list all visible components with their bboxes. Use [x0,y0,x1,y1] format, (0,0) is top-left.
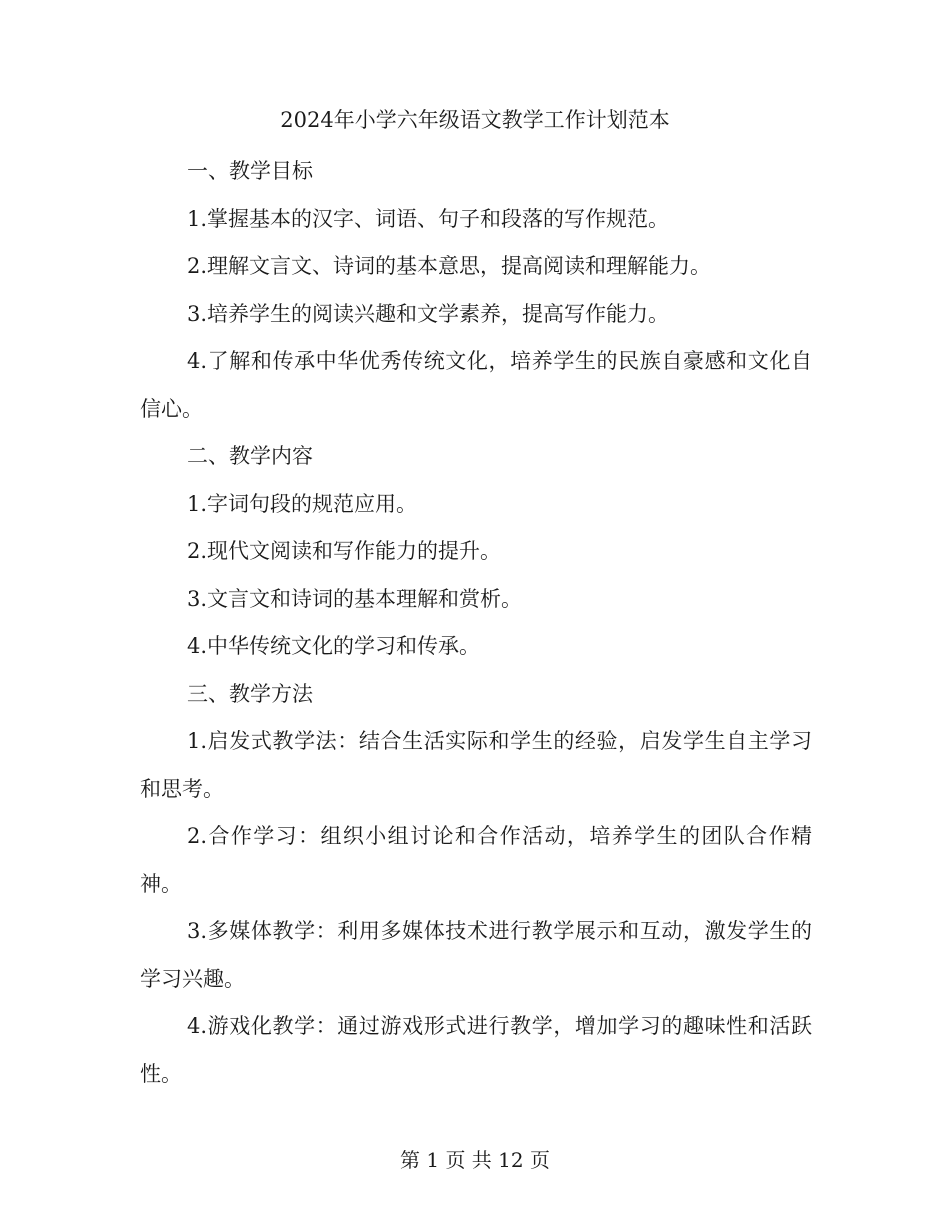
page-number-footer: 第 1 页 共 12 页 [400,1148,550,1172]
list-item: 2.合作学习：组织小组讨论和合作活动，培养学生的团队合作精神。 [140,824,812,896]
document-body [140,148,812,1098]
list-item: 4.中华传统文化的学习和传承。 [187,634,481,658]
list-item: 3.培养学生的阅读兴趣和文学素养，提高写作能力。 [187,301,670,326]
section-heading: 一、教学目标 [187,159,313,183]
list-item: 4.游戏化教学：通过游戏形式进行教学，增加学习的趣味性和活跃性。 [140,1014,812,1086]
section-heading: 三、教学方法 [187,681,313,706]
document-title: 2024年小学六年级语文教学工作计划范本 [280,108,670,132]
list-item: 3.多媒体教学：利用多媒体技术进行教学展示和互动，激发学生的学习兴趣。 [140,919,812,991]
list-item: 1.字词句段的规范应用。 [187,491,418,516]
list-item: 3.文言文和诗词的基本理解和赏析。 [187,586,523,611]
list-item: 2.理解文言文、诗词的基本意思，提高阅读和理解能力。 [187,254,712,278]
list-item: 4.了解和传承中华优秀传统文化，培养学生的民族自豪感和文化自信心。 [140,349,812,421]
section-heading: 二、教学内容 [187,444,313,468]
list-item: 2.现代文阅读和写作能力的提升。 [187,539,502,563]
list-item: 1.掌握基本的汉字、词语、句子和段落的写作规范。 [187,206,670,231]
list-item: 1.启发式教学法：结合生活实际和学生的经验，启发学生自主学习和思考。 [140,729,812,801]
